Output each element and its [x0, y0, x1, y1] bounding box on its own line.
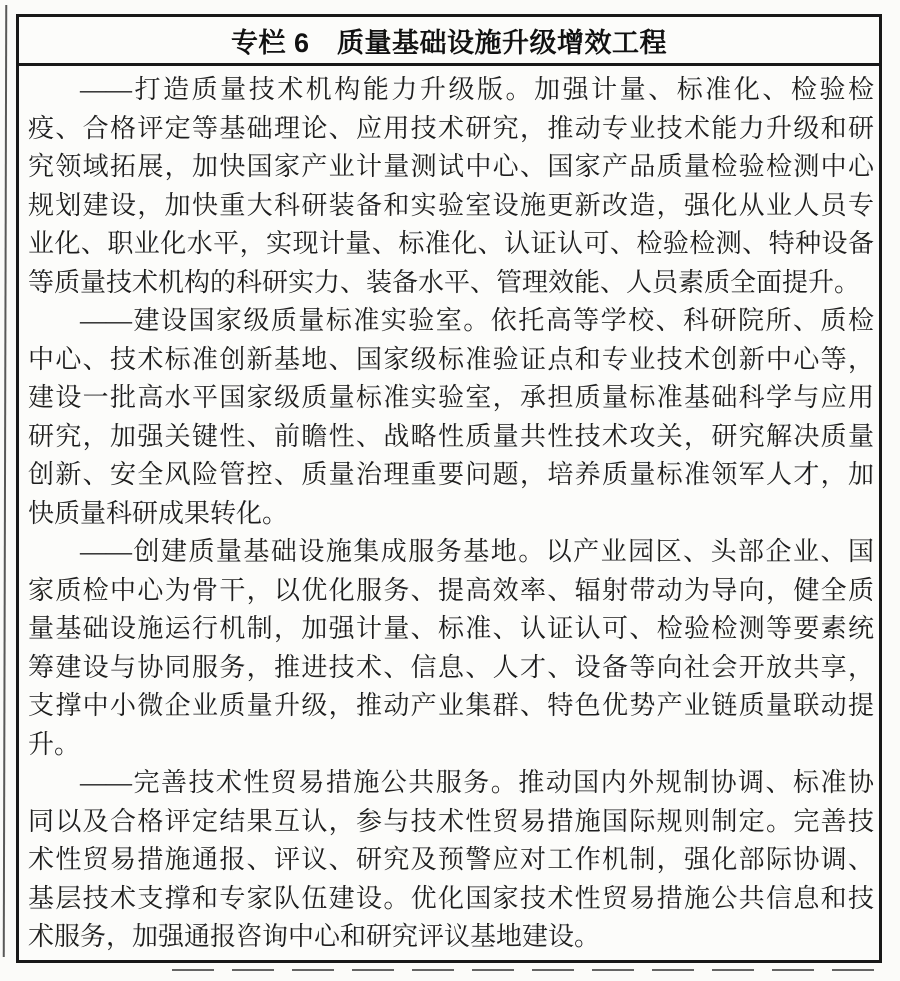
text-line: 建设一批高水平国家级质量标准实验室，承担质量标准基础科学与应用 [28, 383, 874, 412]
text-line: 家质检中心为骨干，以优化服务、提高效率、辐射带动为导向，健全质 [28, 575, 874, 605]
text-line: 创新、安全风险管控、质量治理重要问题，培养质量标准领军人才，加 [28, 460, 874, 489]
paragraph-3 [28, 533, 874, 764]
column-title: 专栏 6 质量基础设施升级增效工程 [230, 27, 668, 58]
paragraph-1 [28, 71, 874, 302]
text-line: 术性贸易措施通报、评议、研究及预警应对工作机制，强化部际协调、 [28, 845, 874, 874]
text-line: 等质量技术机构的科研实力、装备水平、管理效能、人员素质全面提升。 [28, 267, 861, 297]
text-line: 基层技术支撑和专家队伍建设。优化国家技术性贸易措施公共信息和技 [28, 883, 874, 913]
scan-edge-artifact [3, 5, 7, 957]
paragraph-2 [28, 302, 874, 533]
column-header [19, 17, 879, 66]
text-line: ——完善技术性贸易措施公共服务。推动国内外规制协调、标准协 [80, 768, 874, 797]
text-line: 究领域拓展，加快国家产业计量测试中心、国家产品质量检验检测中心 [28, 152, 874, 181]
text-line: ——打造质量技术机构能力升级版。加强计量、标准化、检验检 [80, 75, 874, 104]
scan-artifact-line [172, 969, 890, 971]
column-body [19, 66, 879, 957]
text-line: 业化、职业化水平，实现计量、标准化、认证认可、检验检测、特种设备 [28, 229, 874, 258]
column-box [16, 14, 882, 963]
text-line: 中心、技术标准创新基地、国家级标准验证点和专业技术创新中心等， [28, 344, 874, 374]
text-line: 筹建设与协同服务，推进技术、信息、人才、设备等向社会开放共享， [28, 652, 874, 682]
text-line: 同以及合格评定结果互认，参与技术性贸易措施国际规则制定。完善技 [28, 806, 874, 836]
text-line: 研究，加强关键性、前瞻性、战略性质量共性技术攻关，研究解决质量 [28, 421, 874, 451]
text-line: 升。 [28, 729, 81, 759]
text-line: ——建设国家级质量标准实验室。依托高等学校、科研院所、质检 [80, 306, 874, 335]
text-line: 疫、合格评定等基础理论、应用技术研究，推动专业技术能力升级和研 [28, 113, 874, 143]
text-line: 快质量科研成果转化。 [28, 498, 289, 528]
text-line: 支撑中小微企业质量升级，推动产业集群、特色优势产业链质量联动提 [28, 691, 874, 720]
text-line: 量基础设施运行机制，加强计量、标准、认证认可、检验检测等要素统 [28, 614, 874, 643]
text-line: 术服务，加强通报咨询中心和研究评议基地建设。 [28, 922, 601, 951]
text-line: ——创建质量基础设施集成服务基地。以产业园区、头部企业、国 [80, 537, 874, 566]
paragraph-4 [28, 764, 874, 957]
text-line: 规划建设，加快重大科研装备和实验室设施更新改造，强化从业人员专 [28, 190, 874, 220]
